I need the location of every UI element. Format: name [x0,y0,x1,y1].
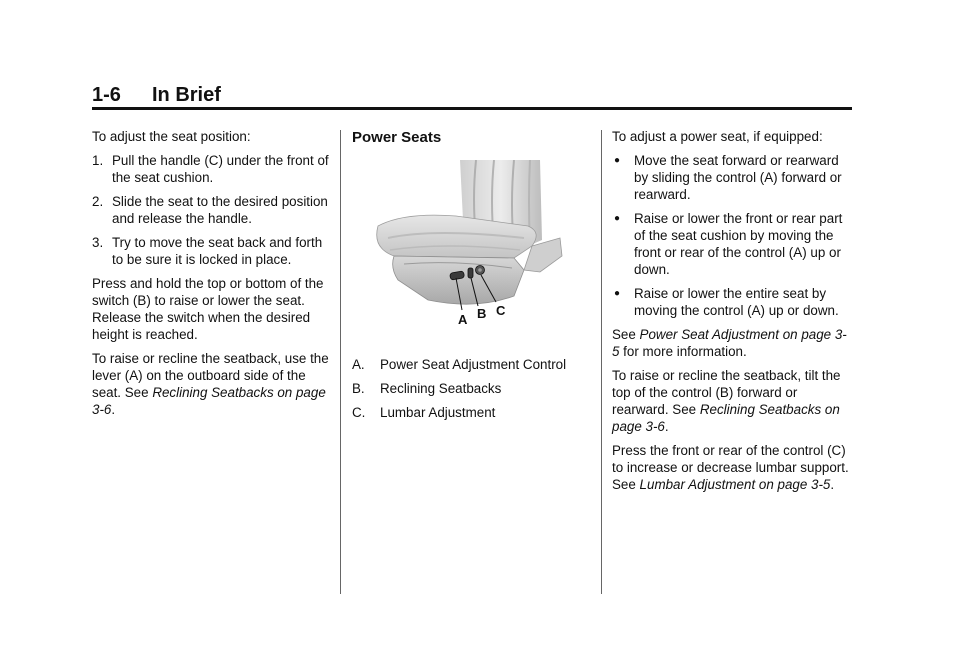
bullet-icon: ● [614,288,621,299]
column-right [612,128,852,500]
intro-text: To adjust a power seat, if equipped: [612,129,823,144]
column-divider [601,130,602,594]
step-2: 2. Slide the seat to the desired position and release the handle. [92,194,328,226]
caption-b: B. Reclining Seatbacks [352,381,502,396]
page-number: 1-6 [92,84,121,106]
caption-a: A. Power Seat Adjustment Control [352,357,567,372]
section-title: Power Seats [352,129,442,146]
header-rule [92,107,852,110]
paragraph-see-adjust: See Power Seat Adjustment on page 3-5 for more information. [612,327,847,359]
power-seat-adjustment-link[interactable]: Power Seat Adjustment on page 3-5 [612,327,847,359]
paragraph-height: Press and hold the top or bottom of the switch (B) to raise or lower the seat. Release the switch when the desired height is reached. [92,276,324,342]
caption-c: C. Lumbar Adjustment [352,405,496,420]
page-header [92,84,852,106]
intro-text: To adjust the seat position: [92,129,251,144]
column-divider [340,130,341,594]
step-3: 3. Try to move the seat back and forth to be sure it is locked in place. [92,235,323,267]
bullet-icon: ● [614,213,621,224]
figure-label-c: C [496,303,506,318]
section-name: In Brief [152,84,221,106]
figure-label-a: A [458,312,468,327]
column-middle [352,128,592,428]
bullet-item: ● Raise or lower the entire seat by moving the control (A) up or down. [614,286,839,318]
bullet-icon: ● [614,155,621,166]
header-title [92,84,852,106]
figure-label-b: B [477,306,487,321]
bullet-item: ● Raise or lower the front or rear part of the seat cushion by moving the front or rear of the control (A) up or down. [614,211,843,277]
paragraph-recline: To raise or recline the seatback, use the lever (A) on the outboard side of the seat. See Reclining Seatbacks on page 3-6. [92,351,329,417]
lumbar-adjustment-link[interactable]: Lumbar Adjustment on page 3-5 [639,477,831,492]
reclining-seatbacks-link[interactable]: Reclining Seatbacks on page 3-6 [92,385,326,417]
bullet-item: ● Move the seat forward or rearward by sliding the control (A) forward or rearward. [614,153,842,202]
step-1: 1. Pull the handle (C) under the front of the seat cushion. [92,153,329,185]
paragraph-recline: To raise or recline the seatback, tilt the top of the control (B) forward or rearward. See Reclining Seatbacks on page 3-6. [612,368,841,434]
column-left [92,128,332,425]
paragraph-lumbar: Press the front or rear of the control (C) to increase or decrease lumbar support. See Lumbar Adjustment on page 3-5. [612,443,849,492]
power-seat-illustration [364,160,564,330]
reclining-seatbacks-link[interactable]: Reclining Seatbacks on page 3-6 [612,402,840,434]
